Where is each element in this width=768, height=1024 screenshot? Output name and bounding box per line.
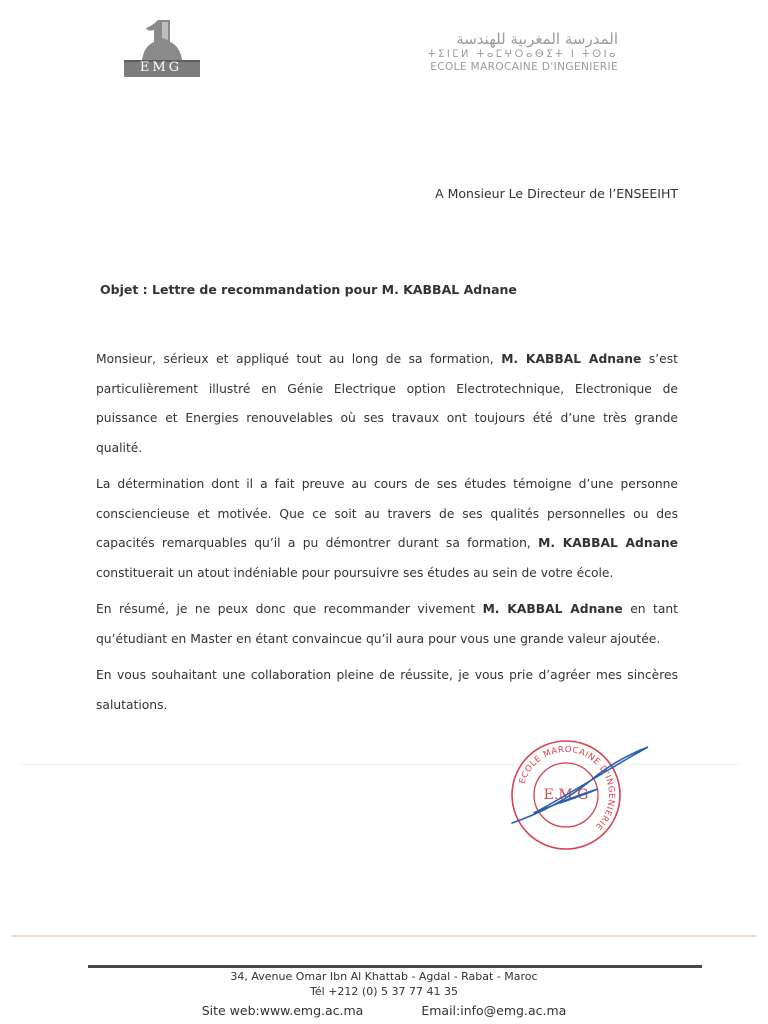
footer-rule-accent [12,935,756,937]
footer-email: Email:info@emg.ac.ma [421,1003,567,1018]
school-name-french: ECOLE MAROCAINE D'INGENIERIE [430,61,618,73]
footer-address: 34, Avenue Omar Ibn Al Khattab - Agdal - Rabat - Maroc [230,970,538,983]
paragraph-1: Monsieur, sérieux et appliqué tout au long de sa formation, M. KABBAL Adnane s’est particulièrement illustré en Génie Electrique option Electrotechnique, Electronique de puissance et Energies renouvelables où ses travaux ont toujours été d’une très grande qualité. [96,352,678,455]
school-header [428,30,618,73]
recipient-line: A Monsieur Le Directeur de l’ENSEEIHT [435,186,678,201]
footer-contact [0,1001,768,1021]
paragraph-4: En vous souhaitant une collaboration pleine de réussite, je vous prie d’agréer mes sincères salutations. [96,668,678,712]
stamp-ring-text: ECOLE MAROCAINE D'INGENIERIE [517,744,617,832]
school-name-tifinagh: ⵜⵉⵏⵎⵍ ⵜⴰⵎⵖⵔⴰⴱⵉⵜ ⵏ ⵜⵙⵏⴰ [427,49,618,60]
letter-subject: Objet : Lettre de recommandation pour M. KABBAL Adnane [100,282,517,297]
footer-website: Site web:www.emg.ac.ma [201,1003,364,1018]
footer [0,969,768,1021]
footer-rule [88,965,702,968]
candidate-name: M. KABBAL Adnane [501,352,642,366]
letter-body [96,345,678,727]
school-stamp [498,735,658,855]
logo-text: EMG [139,60,183,75]
candidate-name: M. KABBAL Adnane [482,602,623,616]
paragraph-3: En résumé, je ne peux donc que recommander vivement M. KABBAL Adnane en tant qu’étudiant en Master en étant convaincue qu’il aura pour vous une grande valeur ajoutée. [96,602,678,646]
school-name-arabic: المدرسة المغربية للهندسة [456,30,618,48]
footer-phone: Tél +212 (0) 5 37 77 41 35 [310,985,458,998]
paragraph-2: La détermination dont il a fait preuve au cours de ses études témoigne d’une personne consciencieuse et motivée. Que ce soit au travers de ses qualités personnelles ou des capacités remarquables qu’il a pu démontrer durant sa formation, M. KABBAL Adnane constituerait un atout indéniable pour poursuivre ses études au sein de votre école. [96,477,678,580]
candidate-name: M. KABBAL Adnane [538,536,678,550]
stamp-center-text: E.M.G [543,787,589,803]
